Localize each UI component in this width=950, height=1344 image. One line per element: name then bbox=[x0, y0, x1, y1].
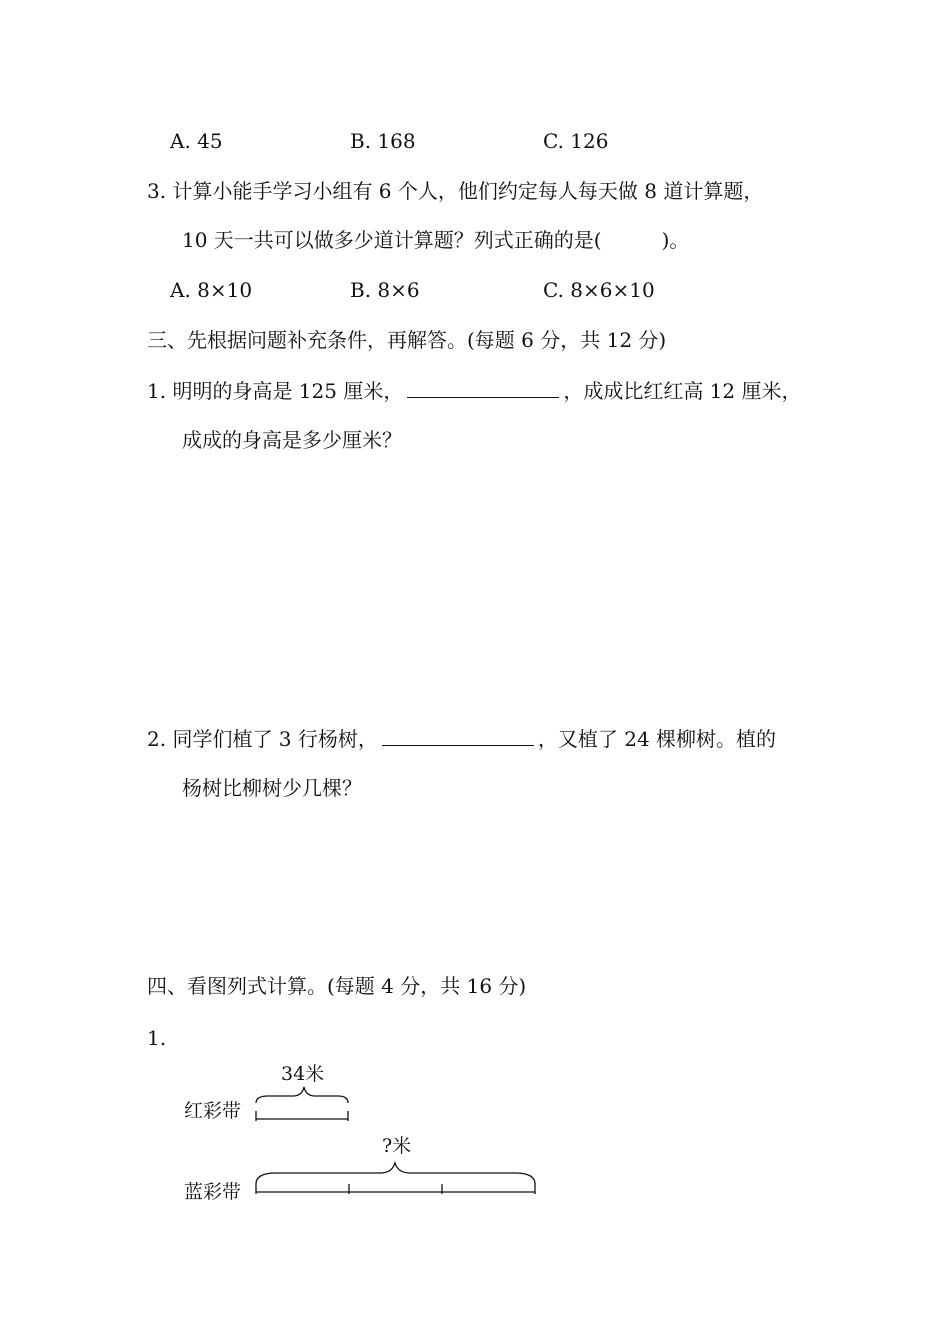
q3-option-c: C. 8×6×10 bbox=[543, 278, 655, 302]
q2-option-b: B. 168 bbox=[350, 129, 416, 153]
q3-option-a: A. 8×10 bbox=[170, 278, 253, 302]
red-ribbon-segment bbox=[256, 1111, 348, 1121]
s3-problem2-suffix: ，又植了 24 棵柳树。植的 bbox=[537, 727, 777, 751]
s3-problem1-prefix: 1. 明明的身高是 125 厘米， bbox=[147, 379, 404, 403]
red-ribbon-length: 34米 bbox=[281, 1063, 325, 1085]
q3-option-b: B. 8×6 bbox=[350, 278, 420, 302]
red-ribbon-label: 红彩带 bbox=[184, 1100, 242, 1122]
s3-problem2-prefix: 2. 同学们植了 3 行杨树， bbox=[147, 727, 378, 751]
q2-option-c: C. 126 bbox=[543, 129, 609, 153]
blue-ribbon-brace bbox=[256, 1163, 535, 1184]
q3-line2-suffix: )。 bbox=[661, 228, 690, 252]
blue-ribbon-segment bbox=[256, 1184, 535, 1194]
q2-option-a: A. 45 bbox=[170, 129, 223, 153]
red-ribbon-brace bbox=[256, 1087, 348, 1103]
s4-problem1-number: 1. bbox=[147, 1026, 167, 1050]
blue-ribbon-label: 蓝彩带 bbox=[184, 1181, 242, 1203]
blue-ribbon-length: ?米 bbox=[382, 1135, 412, 1157]
q3-line2-prefix: 10 天一共可以做多少道计算题？列式正确的是( bbox=[182, 228, 602, 252]
s3-problem1-suffix: ，成成比红红高 12 厘米， bbox=[563, 379, 802, 403]
q3-line1: 3. 计算小能手学习小组有 6 个人，他们约定每人每天做 8 道计算题， bbox=[147, 179, 764, 203]
s3-problem1-line2: 成成的身高是多少厘米？ bbox=[182, 428, 402, 452]
section4-heading: 四、看图列式计算。(每题 4 分，共 16 分) bbox=[147, 974, 527, 998]
section3-heading: 三、先根据问题补充条件，再解答。(每题 6 分，共 12 分) bbox=[147, 328, 667, 352]
s3-problem2-line2: 杨树比柳树少几棵？ bbox=[182, 776, 362, 800]
